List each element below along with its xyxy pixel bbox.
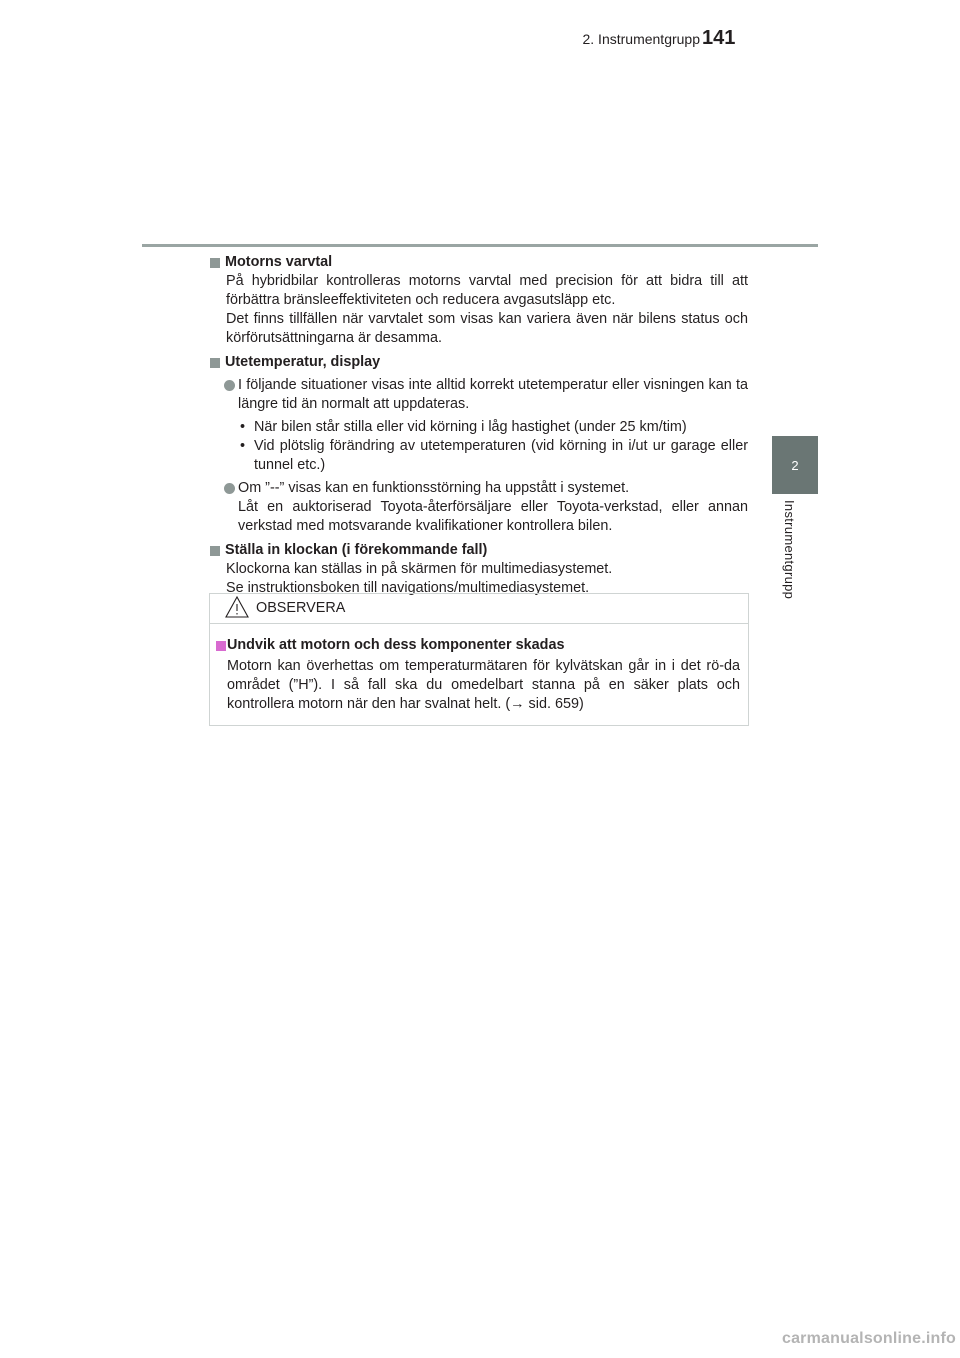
bullet-text: Om ”--” visas kan en funktionsstörning ha uppstått i systemet. [238, 480, 630, 496]
page-number: 141 [702, 27, 736, 49]
section-title: Ställa in klockan (i förekommande fall) [225, 542, 488, 558]
notice-title: OBSERVERA [256, 600, 346, 616]
chapter-tab-number: 2 [772, 436, 818, 494]
section-heading [210, 353, 748, 372]
square-marker-icon [210, 258, 220, 268]
bullet-item [210, 479, 748, 536]
notice-heading [216, 636, 740, 655]
section-motor [210, 253, 748, 348]
bullet-text: Låt en auktoriserad Toyota-återförsäljare eller Toyota-verkstad, eller annan verkstad med motsvarande kvalifikationer kontrollera bilen. [238, 499, 748, 534]
bullet-item [210, 376, 748, 414]
circle-bullet-icon [224, 380, 235, 391]
bullet-text: I följande situationer visas inte alltid korrekt utetemperatur eller visningen kan ta längre tid än normalt att uppdateras. [238, 377, 748, 412]
sub-list-text: När bilen står stilla eller vid körning i låg hastighet (under 25 km/tim) [254, 419, 687, 435]
section-title: Utetemperatur, display [225, 354, 381, 370]
sub-list-item [210, 437, 748, 475]
page-content [210, 253, 748, 603]
square-marker-icon [210, 546, 220, 556]
section-heading [210, 253, 748, 272]
chapter-tab-label: Instrumentgrupp [782, 500, 797, 600]
warning-triangle-icon [225, 596, 249, 618]
dot-marker-icon: • [240, 438, 246, 454]
circle-bullet-icon [224, 483, 235, 494]
sub-list-text: Vid plötslig förändring av utetemperaturen (vid körning in i/ut ur garage eller tunnel etc.) [254, 438, 748, 473]
square-marker-icon [210, 358, 220, 368]
section-title: Motorns varvtal [225, 254, 333, 270]
paragraph: Se instruktionsboken till navigations/multimediasystemet. [226, 580, 590, 596]
notice-text: Motorn kan överhettas om temperaturmätaren för kylvätskan går in i det rö-da området (”H”). I så fall ska du omedelbart stanna på en säker plats och kontrollera motorn när den har svalnat helt. (→ sid. 659) [227, 658, 740, 712]
dot-marker-icon: • [240, 419, 246, 435]
notice-header [210, 594, 748, 624]
notice-box [209, 593, 749, 726]
paragraph: Klockorna kan ställas in på skärmen för multimediasystemet. [226, 561, 613, 577]
square-marker-icon [216, 641, 226, 651]
header-rule [142, 244, 818, 247]
notice-heading-text: Undvik att motorn och dess komponenter skadas [227, 637, 565, 653]
paragraph: På hybridbilar kontrolleras motorns varvtal med precision för att bidra till att förbättra bränsleeffektiviteten och reducera avgasutsläpp etc. [226, 273, 748, 308]
running-header-chapter: 2. Instrumentgrupp [582, 31, 700, 47]
sub-list-item [210, 418, 748, 437]
section-heading [210, 541, 748, 560]
watermark-link[interactable]: carmanualsonline.info [781, 1330, 956, 1347]
paragraph: Det finns tillfällen när varvtalet som visas kan variera även när bilens status och körförutsättningarna är desamma. [226, 311, 748, 346]
section-clock [210, 541, 748, 598]
section-temperature [210, 353, 748, 536]
